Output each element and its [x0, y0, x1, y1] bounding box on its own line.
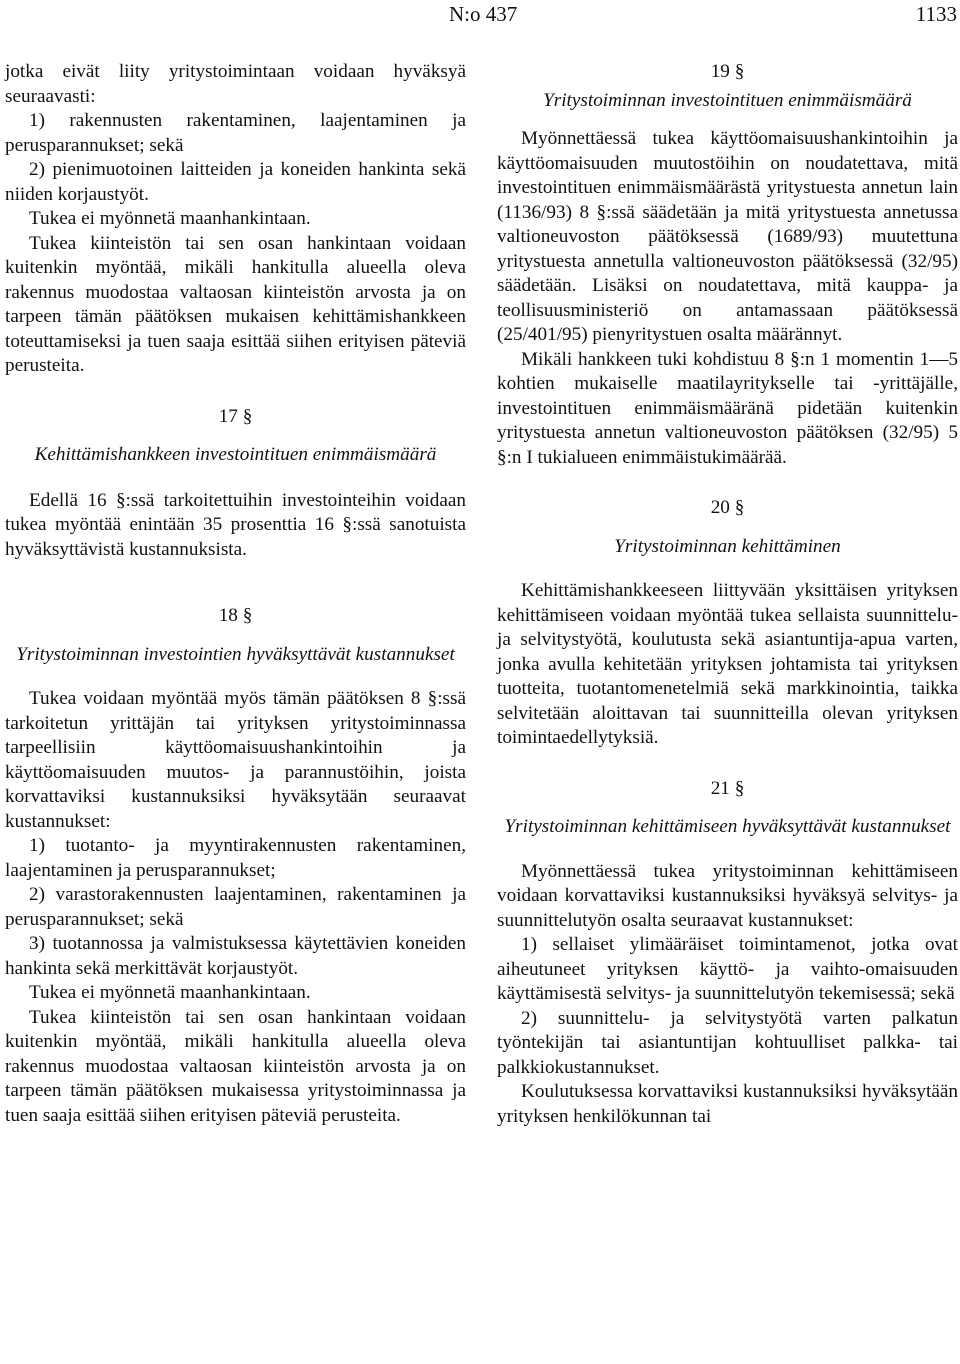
page-header [0, 0, 960, 30]
section-17-title: Kehittämishankkeen investointituen enimmäismäärä [34, 444, 437, 465]
paragraph: jotka eivät liity yritystoimintaan voidaan hyväksyä seuraavasti: [5, 61, 466, 107]
list-item: 3) tuotannossa ja valmistuksessa käytettävien koneiden hankinta sekä merkittävät korjaustyöt. [5, 933, 466, 979]
section-19-title: Yritystoiminnan investointituen enimmäismäärä [543, 89, 912, 111]
section-20-number: 20 § [710, 497, 745, 518]
paragraph: Koulutuksessa korvattaviksi kustannuksiksi hyväksytään yrityksen henkilökunnan tai [497, 1081, 958, 1127]
right-column [497, 60, 958, 1129]
paragraph: Tukea voidaan myöntää myös tämän päätöksen 8 §:ssä tarkoitetun yrittäjän tai yrityksen yritystoiminnassa tarpeellisiin käyttöomaisuushankintoihin ja käyttöomaisuuden muutos- ja parannustöihin, joista korvattaviksi kustannuksiksi hyväksytään seuraavat kustannukset: [5, 688, 466, 832]
paragraph: Kehittämishankkeeseen liittyvään yksittäisen yrityksen kehittämiseen voidaan myöntää tukea sellaista suunnittelu- ja selvitystyötä, koulutusta sekä asiantuntija-apua varten, jonka avulla kehitetään yrityksen johtamista tai yrityksen tuotteita, tuotantomenetelmiä sekä markkinointia, taikka selvitetään aloittavan tai suunnitteilla olevan yrityksen toimintaedellytyksiä. [497, 580, 958, 748]
list-item: 2) varastorakennusten laajentaminen, rakentaminen ja perusparannukset; sekä [5, 884, 466, 930]
section-20-title: Yritystoiminnan kehittäminen [614, 535, 841, 557]
paragraph: Tukea kiinteistön tai sen osan hankintaan voidaan kuitenkin myöntää, mikäli hankitulla alueella oleva rakennus muodostaa valtaosan kiinteistön arvosta ja on tarpeen tämän päätöksen mukaisen kehittämishankkeen toteuttamiseksi ja tuen saaja esittää siihen erityisen päteviä perusteita. [5, 232, 466, 376]
section-18-title: Yritystoiminnan investointien hyväksyttävät kustannukset [16, 643, 455, 665]
paragraph: Edellä 16 §:ssä tarkoitettuihin investointeihin voidaan tukea myöntää enintään 35 prosenttia 16 §:ssä sanotuista hyväksyttävistä kustannuksista. [5, 489, 466, 560]
paragraph: Mikäli hankkeen tuki kohdistuu 8 §:n 1 momentin 1—5 kohtien mukaiselle maatilayritykselle tai -yrittäjälle, investointituen enimmäismääränä pidetään kuitenkin yritystuesta annetun valtioneuvoston päätöksen (32/95) 5 §:n I tukialueen enimmäistukimäärää. [497, 348, 958, 468]
section-19-number: 19 § [710, 61, 745, 82]
list-item: 1) rakennusten rakentaminen, laajentaminen ja perusparannukset; sekä [5, 110, 466, 156]
issue-number: N:o 437 [449, 2, 518, 26]
paragraph: Tukea ei myönnetä maanhankintaan. [29, 208, 311, 229]
left-column [5, 60, 466, 1128]
paragraph: Tukea ei myönnetä maanhankintaan. [29, 982, 311, 1003]
list-item: 1) tuotanto- ja myyntirakennusten rakentaminen, laajentaminen ja perusparannukset; [5, 835, 466, 881]
list-item: 1) sellaiset ylimääräiset toimintamenot, jotka ovat aiheutuneet yrityksen käyttö- ja vaihto-omaisuuden käyttämisestä selvitys- ja suunnittelutyön tekemisessä; sekä [497, 934, 958, 1004]
page-number: 1133 [915, 2, 957, 26]
section-21-title: Yritystoiminnan kehittämiseen hyväksyttävät kustannukset [504, 816, 951, 837]
section-18-number: 18 § [218, 605, 253, 626]
paragraph: Myönnettäessä tukea yritystoiminnan kehittämiseen voidaan korvattaviksi kustannuksiksi hyväksyä selvitys- ja suunnittelutyön osalta seuraavat kustannukset: [497, 860, 958, 931]
section-21-number: 21 § [710, 777, 745, 799]
list-item: 2) suunnittelu- ja selvitystyötä varten palkatun työntekijän tai asiantuntijan kohtuulliset palkka- tai palkkiokustannukset. [497, 1007, 958, 1078]
paragraph: Tukea kiinteistön tai sen osan hankintaan voidaan kuitenkin myöntää, mikäli hankitulla alueella oleva rakennus muodostaa valtaosan kiinteistön arvosta ja on tarpeen tämän päätöksen mukaisessa yritystoiminnassa ja tuen saaja esittää siihen erityisen päteviä perusteita. [5, 1006, 466, 1126]
list-item: 2) pienimuotoinen laitteiden ja koneiden hankinta sekä niiden korjaustyöt. [5, 159, 466, 205]
section-17-number: 17 § [218, 405, 253, 427]
paragraph: Myönnettäessä tukea käyttöomaisuushankintoihin ja käyttöomaisuuden muutostöihin on noudatettava, mitä investointituen enimmäismäärästä yritystuesta annetun lain (1136/93) 8 §:ssä säädetään ja mitä yritystuesta annetussa valtioneuvoston päätöksessä (1689/93) muutettuna yritystuesta annetulla valtioneuvoston päätöksessä (32/95) säädetään. Lisäksi on noudatettava, mitä kauppa- ja teollisuusministeriö on antamassaan päätöksessä (25/401/95) pienyritystuen osalta määrännyt. [497, 128, 958, 345]
